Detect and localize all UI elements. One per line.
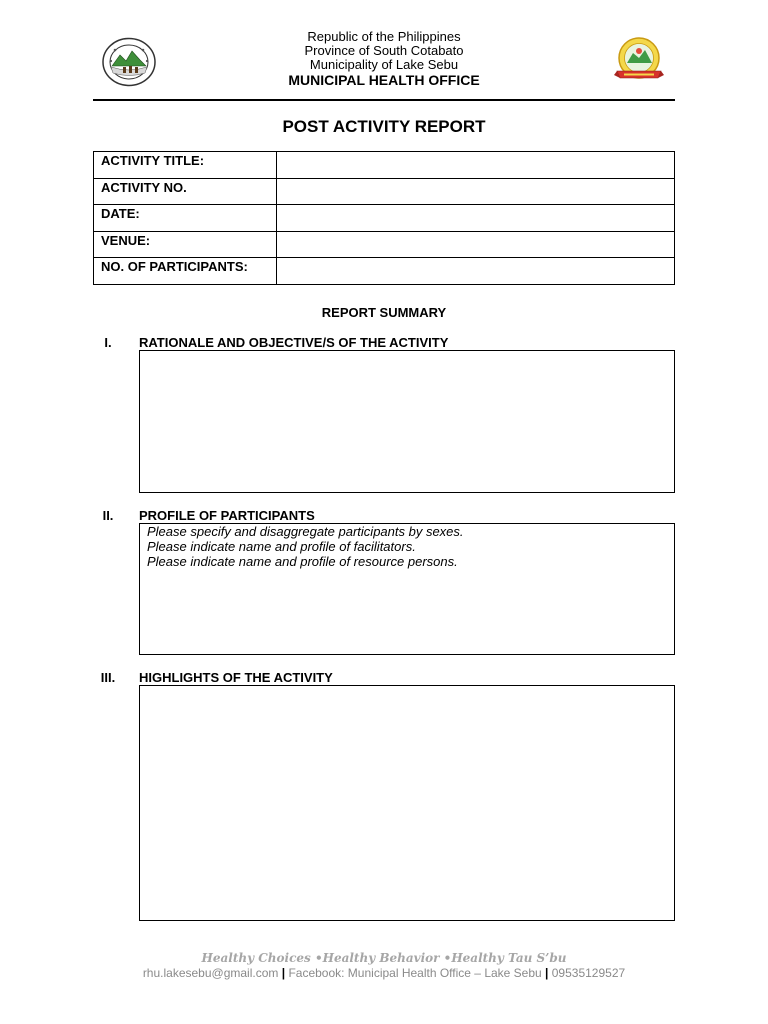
table-row bbox=[94, 205, 675, 232]
footer-separator: | bbox=[545, 966, 549, 980]
section-3-title: HIGHLIGHTS OF THE ACTIVITY bbox=[139, 670, 333, 685]
footer-email: rhu.lakesebu@gmail.com bbox=[142, 966, 279, 980]
page-title: POST ACTIVITY REPORT bbox=[282, 117, 486, 136]
participants-count-field[interactable] bbox=[277, 258, 675, 285]
participants-note-facilitators: Please indicate name and profile of facilitators. bbox=[147, 539, 416, 554]
footer-facebook: Facebook: Municipal Health Office – Lake Sebu bbox=[288, 966, 542, 980]
province-line: Province of South Cotabato bbox=[304, 43, 464, 58]
activity-no-label: ACTIVITY NO. bbox=[94, 178, 277, 205]
date-label: DATE: bbox=[94, 205, 277, 232]
section-1-title: RATIONALE AND OBJECTIVE/S OF THE ACTIVITY bbox=[139, 335, 449, 350]
table-row bbox=[94, 178, 675, 205]
participants-note-sexes: Please specify and disaggregate participants by sexes. bbox=[147, 524, 464, 539]
health-services-badge-icon bbox=[612, 36, 666, 86]
activity-info-table bbox=[93, 151, 675, 285]
footer-separator: | bbox=[281, 966, 286, 980]
municipality-line: Municipality of Lake Sebu bbox=[309, 57, 459, 72]
report-summary-heading: REPORT SUMMARY bbox=[321, 305, 447, 320]
table-row bbox=[94, 231, 675, 258]
section-2-number: II. bbox=[102, 508, 114, 523]
republic-line: Republic of the Philippines bbox=[307, 29, 461, 44]
footer-phone: 09535129527 bbox=[551, 966, 626, 980]
highlights-box[interactable] bbox=[139, 685, 675, 921]
section-2-title: PROFILE OF PARTICIPANTS bbox=[139, 508, 315, 523]
venue-field[interactable] bbox=[277, 231, 675, 258]
footer-slogan: Healthy Choices •Healthy Behavior •Healthy Tau S’bu bbox=[201, 951, 567, 965]
activity-title-label: ACTIVITY TITLE: bbox=[94, 152, 277, 179]
venue-label: VENUE: bbox=[94, 231, 277, 258]
section-3-number: III. bbox=[100, 670, 116, 685]
activity-title-field[interactable] bbox=[277, 152, 675, 179]
date-field[interactable] bbox=[277, 205, 675, 232]
header-divider bbox=[93, 99, 675, 101]
participants-profile-box[interactable] bbox=[139, 523, 675, 655]
table-row bbox=[94, 152, 675, 179]
activity-no-field[interactable] bbox=[277, 178, 675, 205]
participants-note-resource-persons: Please indicate name and profile of resource persons. bbox=[147, 554, 458, 569]
section-1-number: I. bbox=[104, 335, 112, 350]
rationale-box[interactable] bbox=[139, 350, 675, 493]
table-row bbox=[94, 258, 675, 285]
participants-count-label: NO. OF PARTICIPANTS: bbox=[94, 258, 277, 285]
office-name: MUNICIPAL HEALTH OFFICE bbox=[288, 72, 480, 88]
footer-contact bbox=[0, 966, 768, 980]
